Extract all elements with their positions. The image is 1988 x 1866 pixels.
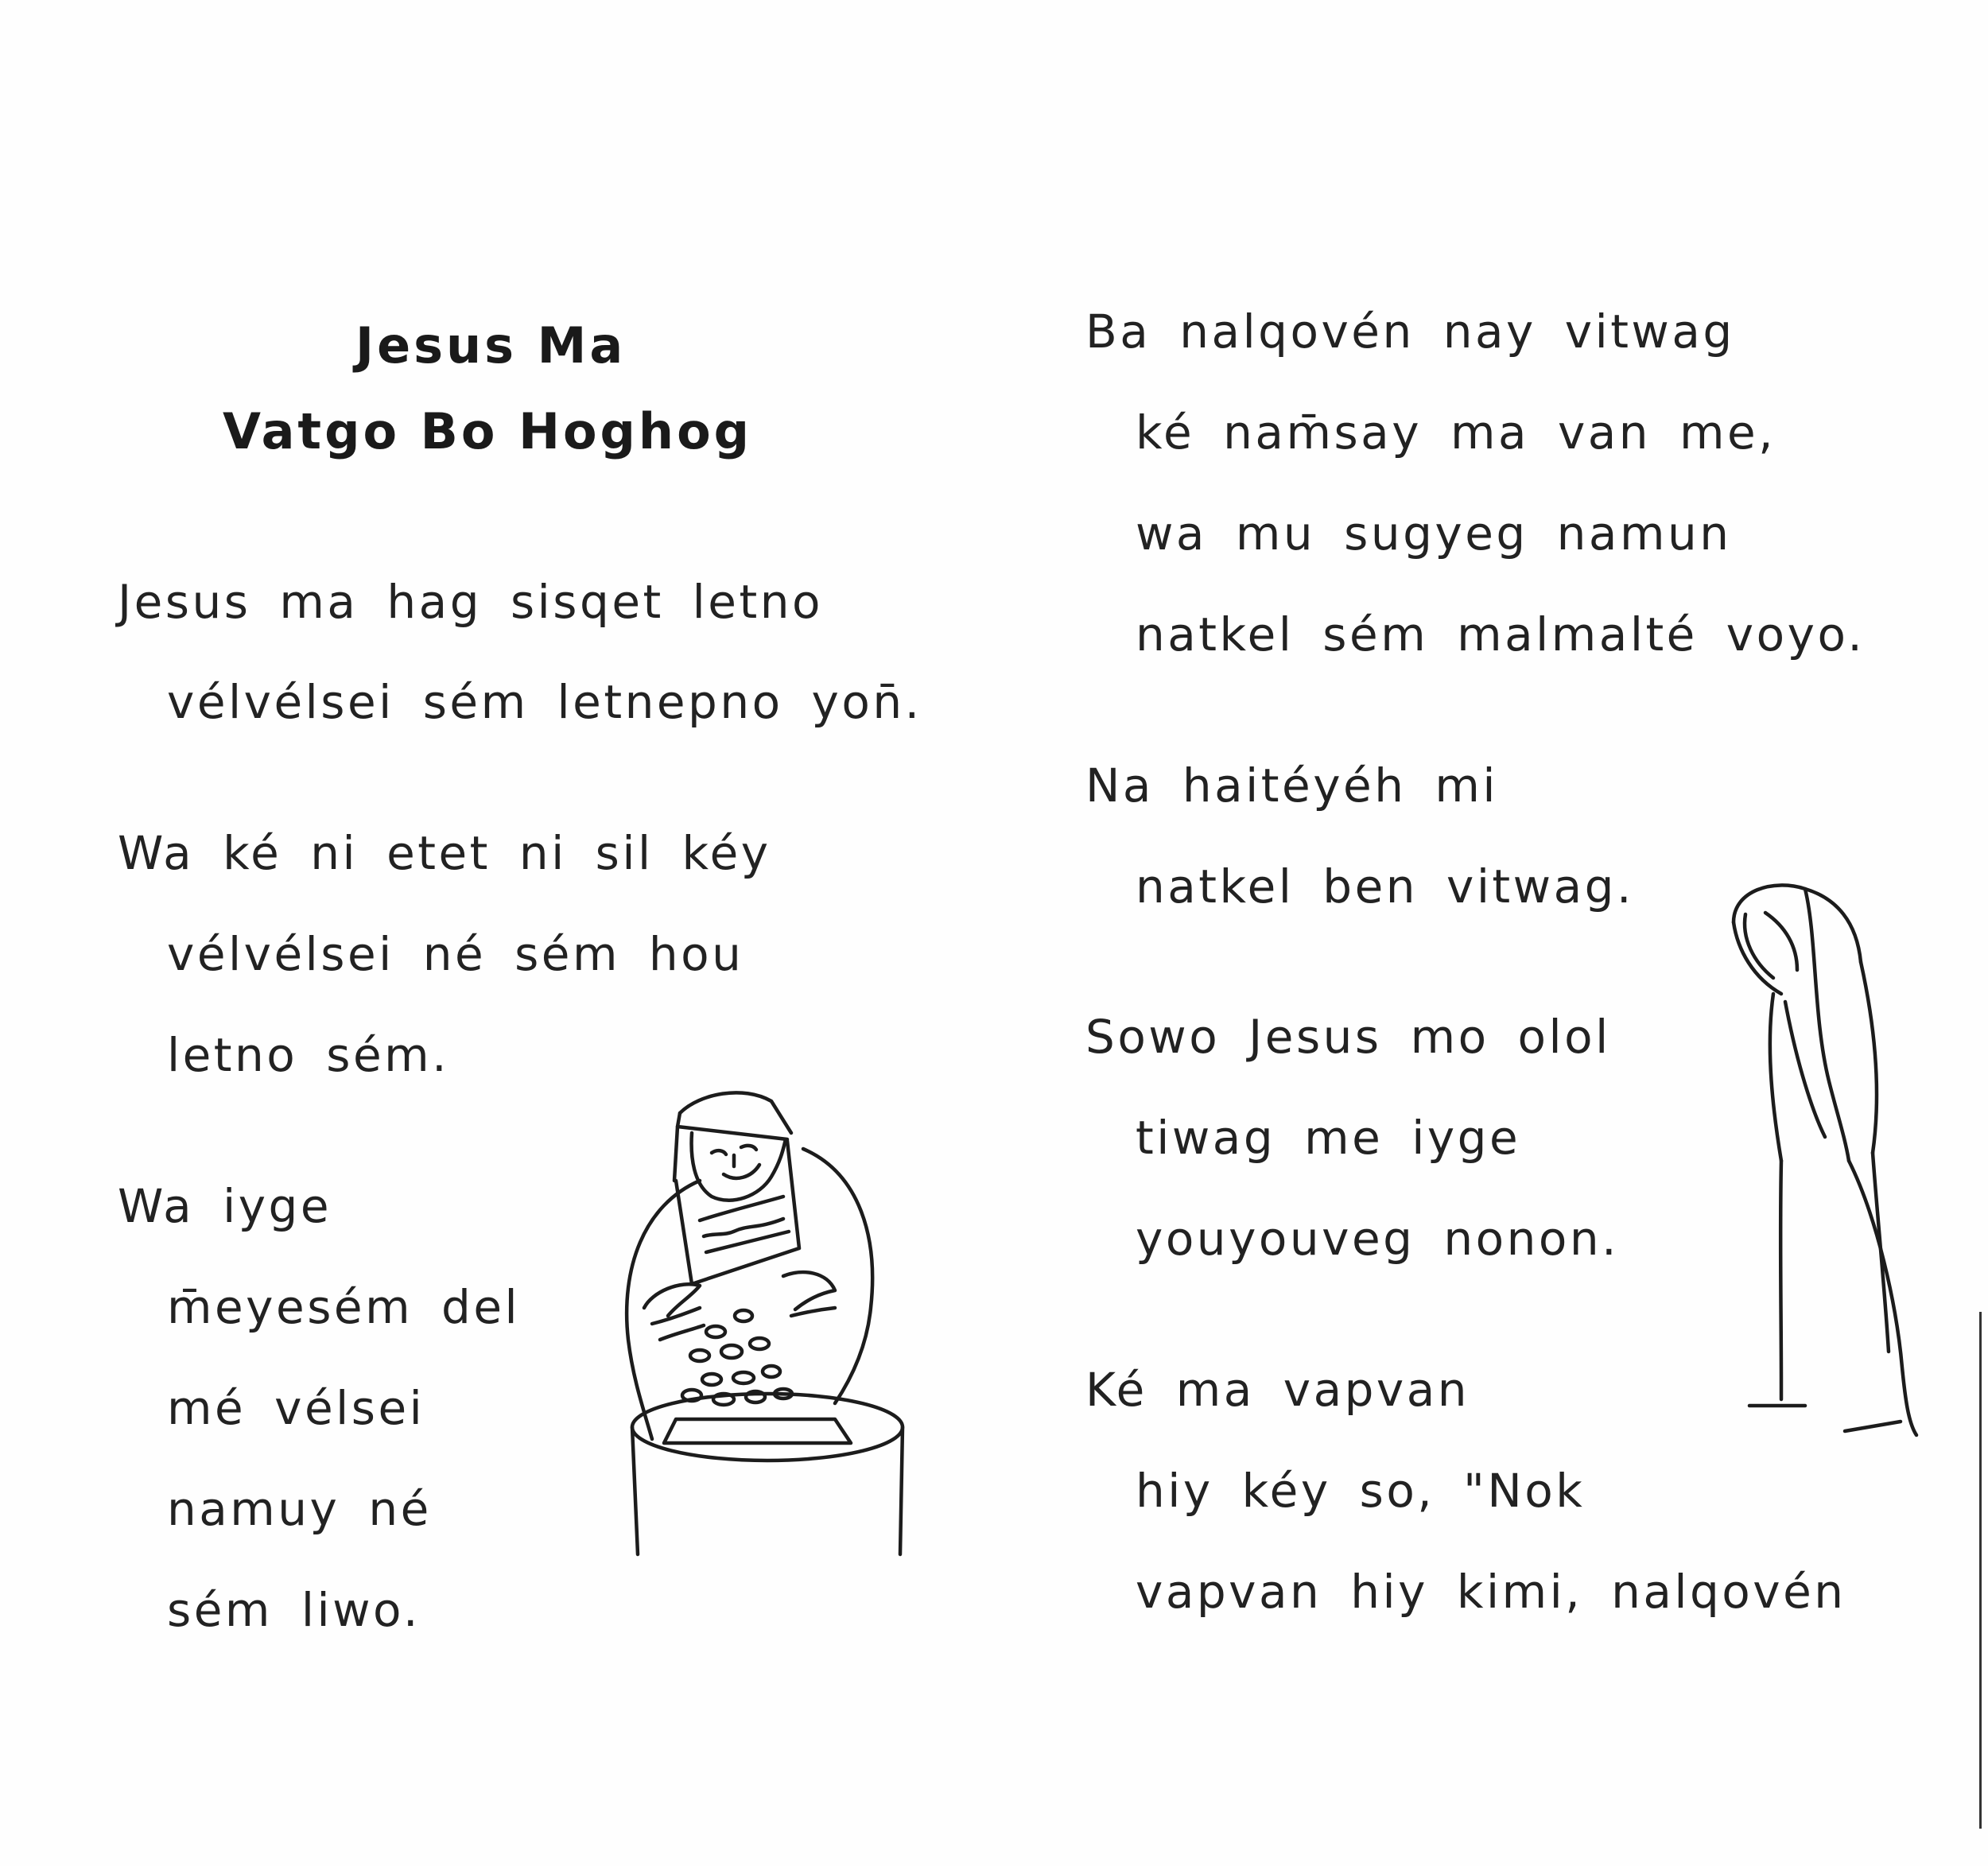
- right-text-line: Sowo Jesus mo olol: [1085, 1010, 1611, 1064]
- page-title-line-1: Jesus Ma: [355, 316, 627, 374]
- man-pouring-coins-icon: [604, 1077, 907, 1562]
- left-text-line: m̄eyesém del: [167, 1280, 521, 1334]
- right-text-line: Na haitéyéh mi: [1085, 758, 1499, 813]
- left-text-line: Wa ké ni etet ni sil kéy: [118, 826, 771, 880]
- right-text-line: youyouveg nonon.: [1136, 1212, 1620, 1266]
- right-text-line: hiy kéy so, "Nok: [1136, 1464, 1586, 1518]
- right-text-line: tiwag me iyge: [1136, 1111, 1521, 1165]
- right-text-line: natkel ben vitwag.: [1136, 859, 1634, 914]
- right-text-line: Ké ma vapvan: [1085, 1363, 1470, 1417]
- page-title-line-2: Vatgo Bo Hoghog: [223, 402, 753, 460]
- right-text-line: ké nam̄say ma van me,: [1136, 405, 1776, 460]
- page-edge-divider: [1979, 1312, 1982, 1829]
- right-text-line: Ba nalqovén nay vitwag: [1085, 305, 1735, 359]
- left-text-line: vélvélsei né sém hou: [167, 927, 744, 981]
- left-text-line: sém liwo.: [167, 1583, 421, 1637]
- left-text-line: Jesus ma hag sisqet letno: [118, 575, 823, 629]
- left-text-line: vélvélsei sém letnepno yon̄.: [167, 675, 922, 729]
- veiled-widow-icon: [1718, 875, 1924, 1447]
- left-text-line: letno sém.: [167, 1028, 450, 1082]
- right-text-line: vapvan hiy kimi, nalqovén: [1136, 1565, 1846, 1619]
- right-text-line: natkel sém malmalté voyo.: [1136, 607, 1866, 661]
- left-text-line: mé vélsei: [167, 1381, 425, 1435]
- right-text-line: wa mu sugyeg namun: [1136, 506, 1732, 561]
- left-text-line: namuy né: [167, 1482, 432, 1536]
- left-text-line: Wa iyge: [118, 1179, 332, 1233]
